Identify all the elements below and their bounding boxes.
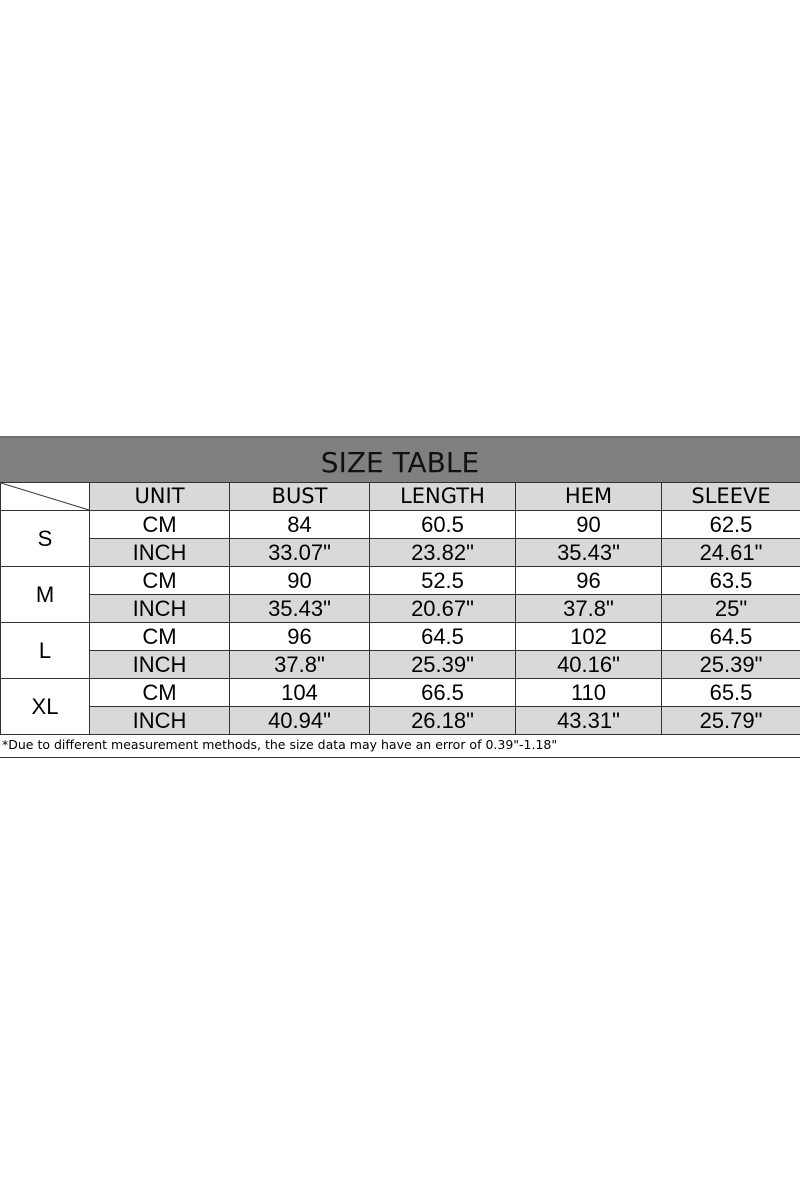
- sleeve-cell: 64.5: [662, 623, 800, 651]
- table-row: [1, 595, 800, 623]
- table-row: [1, 623, 800, 651]
- unit-cell: INCH: [90, 539, 230, 567]
- length-cell: 64.5: [370, 623, 516, 651]
- hem-cell: 35.43": [516, 539, 662, 567]
- table-row: [1, 567, 800, 595]
- table-row: [1, 679, 800, 707]
- hem-cell: 96: [516, 567, 662, 595]
- sleeve-cell: 25.79": [662, 707, 800, 735]
- table-row: [1, 707, 800, 735]
- unit-cell: CM: [90, 679, 230, 707]
- bust-cell: 40.94": [230, 707, 370, 735]
- chart-title: SIZE TABLE: [320, 445, 480, 479]
- unit-cell: CM: [90, 623, 230, 651]
- bust-cell: 37.8": [230, 651, 370, 679]
- diagonal-line-icon: [1, 483, 89, 510]
- size-label-xl: XL: [1, 679, 90, 735]
- bust-cell: 104: [230, 679, 370, 707]
- sleeve-cell: 25.39": [662, 651, 800, 679]
- hem-cell: 37.8": [516, 595, 662, 623]
- table-row: [1, 539, 800, 567]
- size-table: [0, 482, 800, 735]
- header-row: [1, 483, 800, 511]
- column-header-unit: UNIT: [90, 483, 230, 511]
- length-cell: 20.67": [370, 595, 516, 623]
- sleeve-cell: 25": [662, 595, 800, 623]
- unit-cell: INCH: [90, 651, 230, 679]
- bust-cell: 33.07": [230, 539, 370, 567]
- corner-cell: [1, 483, 90, 511]
- measurement-note: *Due to different measurement methods, the size data may have an error of 0.39"-1.18": [0, 735, 800, 758]
- unit-cell: INCH: [90, 595, 230, 623]
- unit-cell: CM: [90, 567, 230, 595]
- unit-cell: CM: [90, 511, 230, 539]
- bust-cell: 35.43": [230, 595, 370, 623]
- sleeve-cell: 62.5: [662, 511, 800, 539]
- size-chart: [0, 436, 800, 758]
- column-header-bust: BUST: [230, 483, 370, 511]
- table-row: [1, 651, 800, 679]
- column-header-hem: HEM: [516, 483, 662, 511]
- title-bar: [0, 436, 800, 482]
- size-label-m: M: [1, 567, 90, 623]
- column-header-length: LENGTH: [370, 483, 516, 511]
- bust-cell: 84: [230, 511, 370, 539]
- size-label-l: L: [1, 623, 90, 679]
- hem-cell: 110: [516, 679, 662, 707]
- length-cell: 26.18": [370, 707, 516, 735]
- size-label-s: S: [1, 511, 90, 567]
- hem-cell: 43.31": [516, 707, 662, 735]
- bust-cell: 90: [230, 567, 370, 595]
- hem-cell: 40.16": [516, 651, 662, 679]
- unit-cell: INCH: [90, 707, 230, 735]
- length-cell: 66.5: [370, 679, 516, 707]
- table-row: [1, 511, 800, 539]
- length-cell: 60.5: [370, 511, 516, 539]
- sleeve-cell: 65.5: [662, 679, 800, 707]
- sleeve-cell: 63.5: [662, 567, 800, 595]
- hem-cell: 90: [516, 511, 662, 539]
- length-cell: 25.39": [370, 651, 516, 679]
- bust-cell: 96: [230, 623, 370, 651]
- length-cell: 23.82": [370, 539, 516, 567]
- sleeve-cell: 24.61": [662, 539, 800, 567]
- length-cell: 52.5: [370, 567, 516, 595]
- column-header-sleeve: SLEEVE: [662, 483, 800, 511]
- hem-cell: 102: [516, 623, 662, 651]
